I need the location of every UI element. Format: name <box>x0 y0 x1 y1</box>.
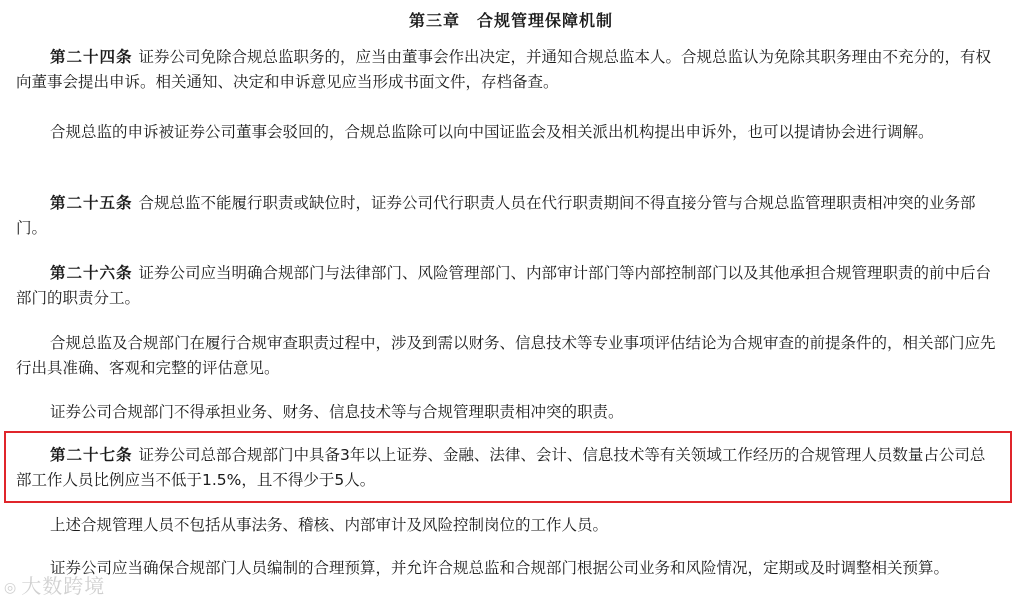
paragraph-text: 证券公司总部合规部门中具备3年以上证券、金融、法律、会计、信息技术等有关领域工作经历的合规管理人员数量占公司总部工作人员比例应当不低于1.5%，且不得少于5人。 <box>16 446 986 489</box>
watermark <box>4 570 105 599</box>
paragraph-text: 合规总监的申诉被证券公司董事会驳回的，合规总监除可以向中国证监会及相关派出机构提出申诉外，也可以提请协会进行调解。 <box>50 123 934 141</box>
paragraph-article-26 <box>16 261 1006 311</box>
watermark-text: 大数跨境 <box>21 574 106 598</box>
paragraph-text: 证券公司应当确保合规部门人员编制的合理预算，并允许合规总监和合规部门根据公司业务和风险情况，定期或及时调整相关预算。 <box>50 559 950 577</box>
paragraph-no-conflict-duties <box>16 400 1006 425</box>
article-number: 第二十七条 <box>50 446 133 464</box>
paragraph-article-27 <box>16 443 991 493</box>
paragraph-review-prerequisite <box>16 331 1006 381</box>
paragraph-text: 证券公司免除合规总监职务的，应当由董事会作出决定，并通知合规总监本人。合规总监认为免除其职务理由不充分的，有权向董事会提出申诉。相关通知、决定和申诉意见应当形成书面文件，存档备查。 <box>16 48 992 91</box>
article-number: 第二十六条 <box>50 264 133 282</box>
paragraph-article-24 <box>16 45 1006 95</box>
paragraph-appeal <box>16 120 1006 145</box>
paragraph-text: 证券公司应当明确合规部门与法律部门、风险管理部门、内部审计部门等内部控制部门以及其他承担合规管理职责的前中后台部门的职责分工。 <box>16 264 992 307</box>
paragraph-text: 上述合规管理人员不包括从事法务、稽核、内部审计及风险控制岗位的工作人员。 <box>50 516 609 534</box>
chapter-title: 第三章 合规管理保障机制 <box>408 11 613 30</box>
article-number: 第二十五条 <box>50 194 133 212</box>
paragraph-staff-exclusion <box>16 513 1006 538</box>
paragraph-text: 合规总监及合规部门在履行合规审查职责过程中，涉及到需以财务、信息技术等专业事项评估结论为合规审查的前提条件的，相关部门应先行出具准确、客观和完整的评估意见。 <box>16 334 996 377</box>
paragraph-budget <box>16 556 1006 581</box>
article-number: 第二十四条 <box>50 48 133 66</box>
kco-logo-icon: ◎ <box>4 579 18 596</box>
paragraph-article-25 <box>16 191 1006 241</box>
paragraph-text: 证券公司合规部门不得承担业务、财务、信息技术等与合规管理职责相冲突的职责。 <box>50 403 624 421</box>
paragraph-text: 合规总监不能履行职责或缺位时，证券公司代行职责人员在代行职责期间不得直接分管与合规总监管理职责相冲突的业务部门。 <box>16 194 976 237</box>
